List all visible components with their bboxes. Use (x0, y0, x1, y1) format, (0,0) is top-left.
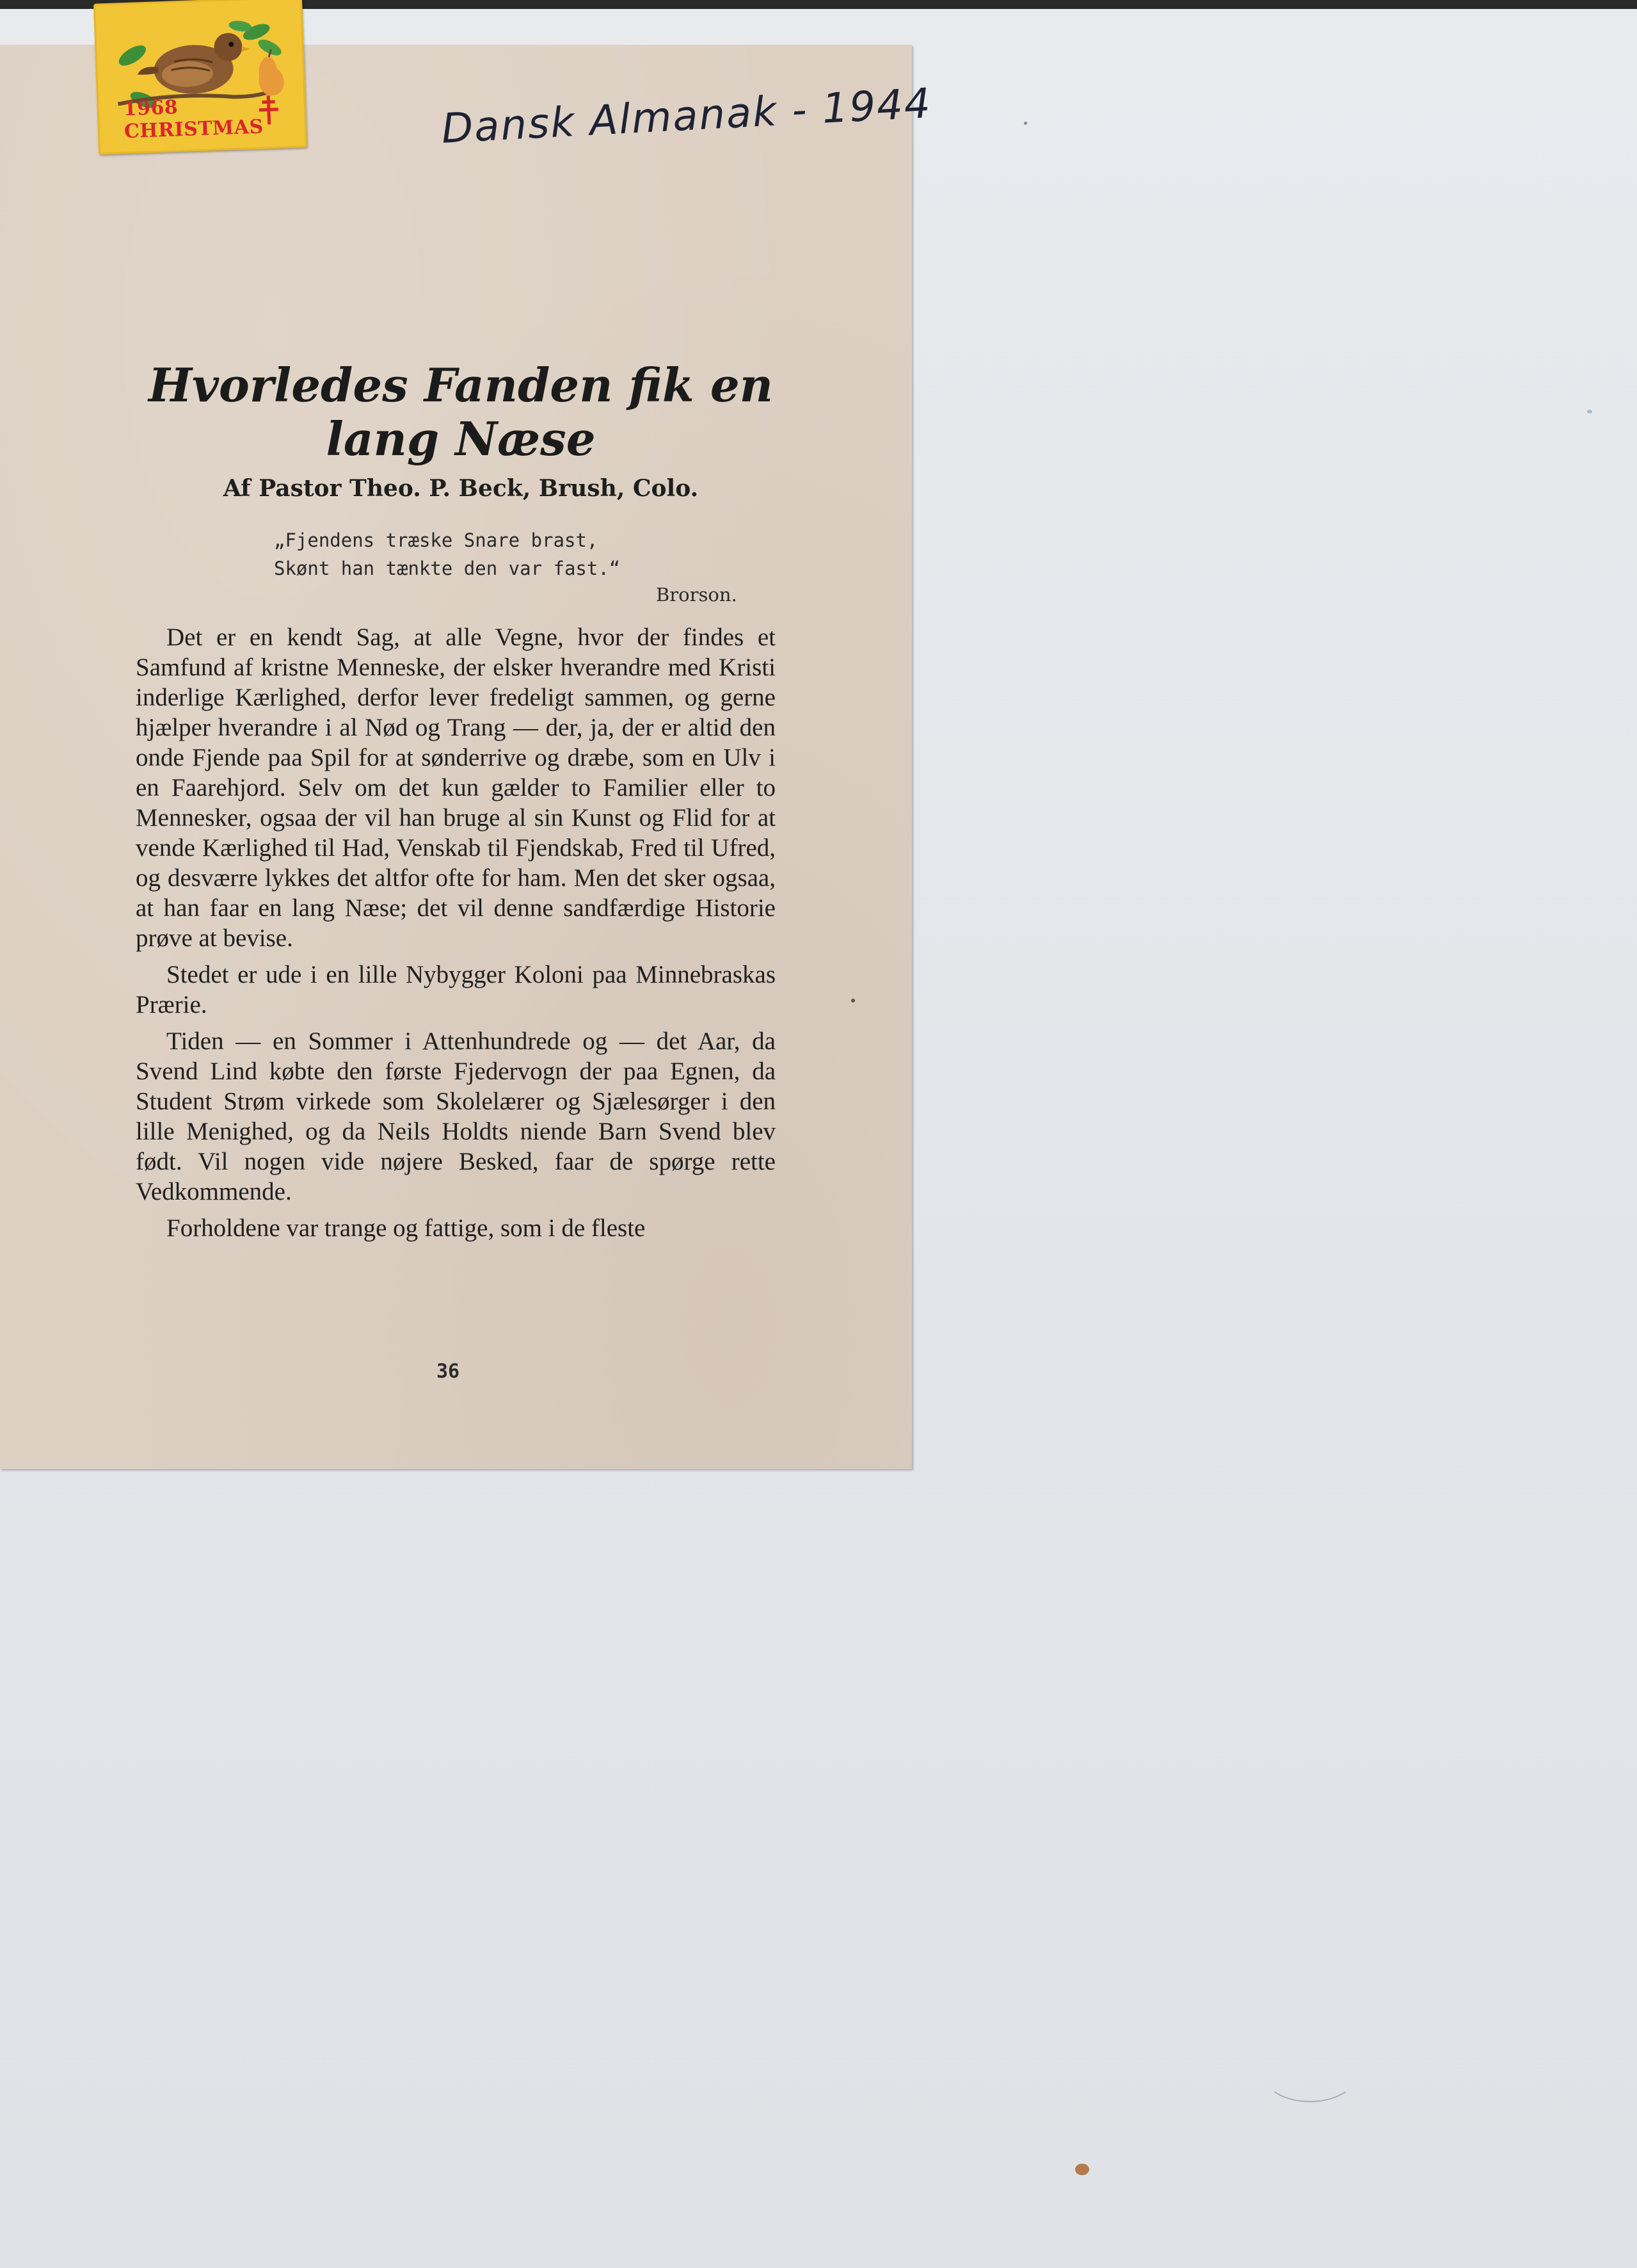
paragraph: Tiden — en Sommer i Attenhundrede og — det Aar, da Svend Lind købte den første Fjedervogn der paa Egnen, da Student Strøm virkede som Skolelærer og Sjælesørger i den lille Menighed, og da Neils Holdts niende Barn Svend blev født. Vil nogen vide nøjere Besked, faar de spørge rette Vedkommende. (136, 1027, 776, 1205)
scanner-scratch (1264, 2048, 1356, 2102)
paragraph: Forholdene var trange og fattige, som i de fleste (166, 1214, 646, 1242)
epigraph-line: „Fjendens træske Snare brast, (274, 529, 598, 551)
dust-speck (851, 999, 855, 1002)
dust-speck (1587, 410, 1592, 414)
paragraph: Stedet er ude i en lille Nybygger Koloni paa Minnebraskas Prærie. (136, 961, 776, 1018)
epigraph-line: Skønt han tænkte den var fast.“ (274, 558, 621, 579)
article-body (136, 622, 776, 1250)
article-title: Hvorledes Fanden fik en lang Næse (148, 358, 773, 466)
epigraph-author: Brorson. (656, 584, 737, 606)
seal-label: 1968 CHRISTMAS (123, 96, 264, 143)
paragraph: Det er en kendt Sag, at alle Vegne, hvor der findes et Samfund af kristne Menneske, der elsker hverandre med Kristi inderlige Kærlighed, derfor lever fredeligt sammen, og gerne hjælper hverandre i al Nød og Trang — der, ja, der er altid den onde Fjende paa Spil for at sønderrive og dræbe, som en Ulv i en Faarehjord. Selv om det kun gælder to Familier eller to Mennesker, ogsaa der vil han bruge al sin Kunst og Flid for at vende Kærlighed til Had, Venskab til Fjendskab, Fred til Ufred, og desværre lykkes det altfor ofte for ham. Men det sker ogsaa, at han faar en lang Næse; det vil denne sandfærdige Historie prøve at bevise. (136, 623, 776, 952)
article-byline: Af Pastor Theo. P. Beck, Brush, Colo. (223, 475, 699, 502)
page-number: 36 (436, 1360, 460, 1383)
epigraph (274, 526, 620, 583)
document-page (0, 45, 933, 1469)
christmas-seal (93, 0, 307, 155)
dust-speck (1024, 122, 1027, 125)
handwritten-note: Dansk Almanak - 1944 (440, 79, 933, 153)
dust-speck (1075, 2164, 1089, 2175)
